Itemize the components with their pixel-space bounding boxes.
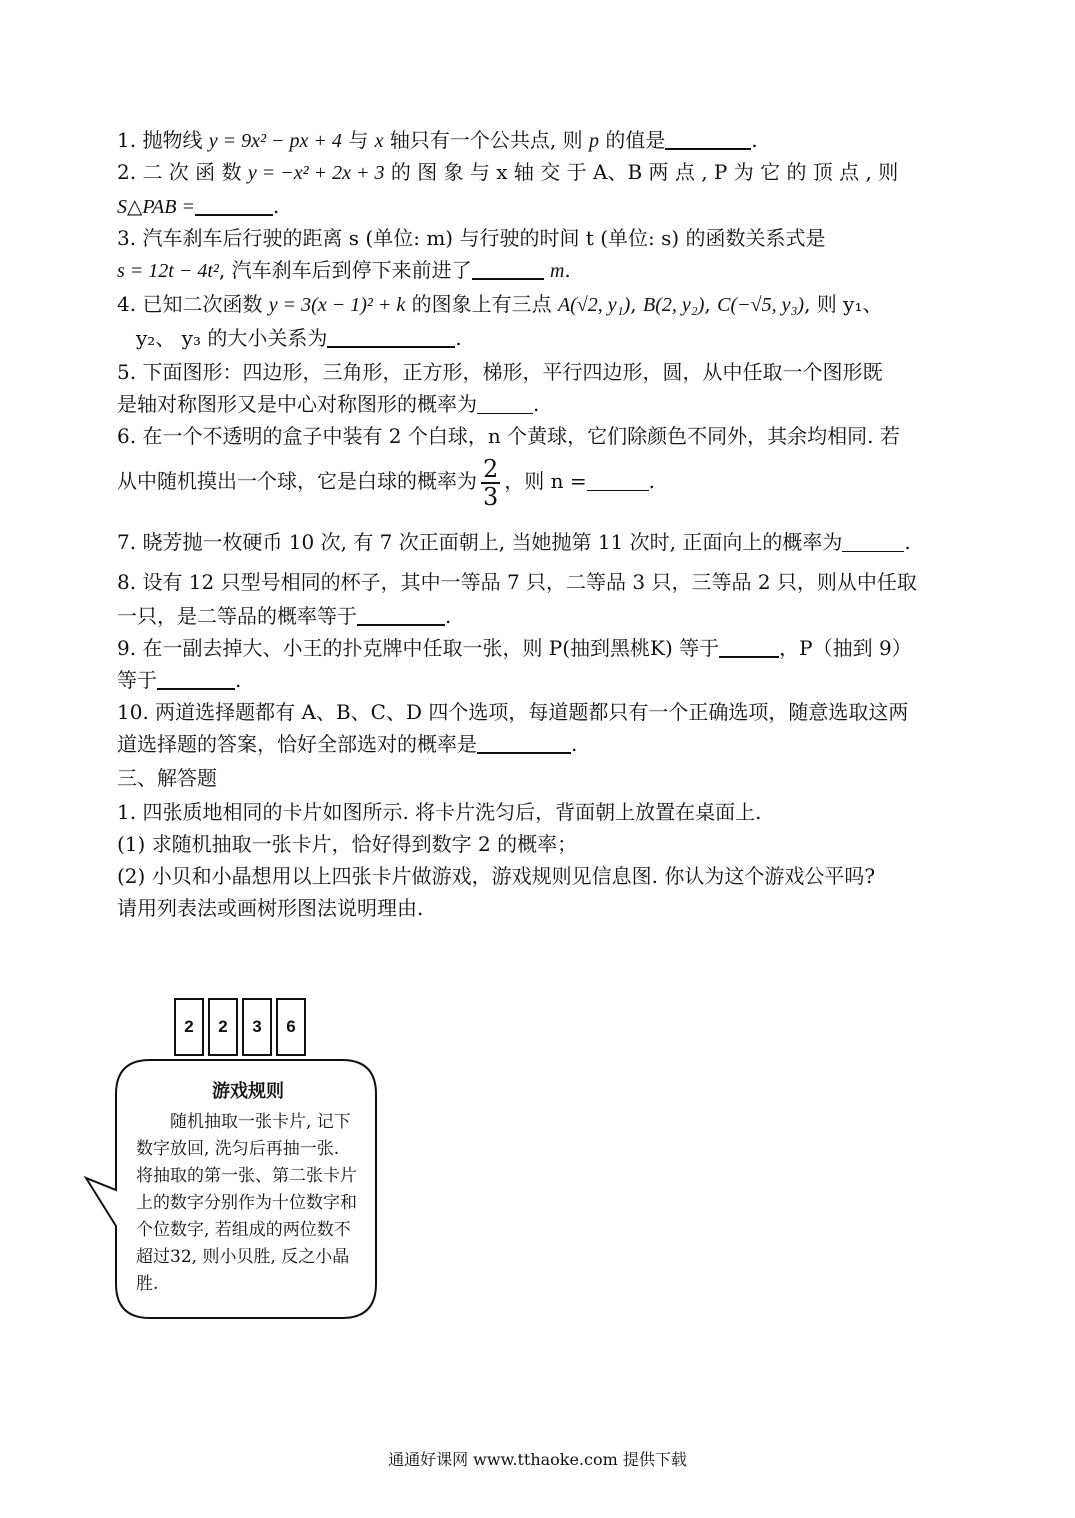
q4-point-a: A(√2, y₁) (557, 294, 631, 316)
problem-1-line1 (117, 796, 957, 828)
question-9-line2 (117, 664, 957, 696)
q1-answer-blank[interactable] (665, 126, 751, 150)
q5-end: . (533, 392, 540, 416)
q3-end: . (564, 258, 571, 282)
q9-line1b: ，P（抽到 9） (779, 636, 912, 660)
q1-equation: y = 9x² − px + 4 (208, 130, 342, 152)
game-rules (136, 1078, 360, 1298)
q9-answer-blank-1[interactable] (719, 634, 779, 658)
q5-line2: 是轴对称图形又是中心对称图形的概率为 (117, 392, 477, 416)
q6-line1: 6. 在一个不透明的盒子中装有 2 个白球，n 个黄球，它们除颜色不同外，其余均相同. 若 (117, 424, 900, 448)
question-5-line2 (117, 388, 957, 420)
q5-line1: 5. 下面图形：四边形，三角形，正方形，梯形，平行四边形，圆，从中任取一个图形既 (117, 360, 883, 384)
q1-mid2: 轴只有一个公共点, 则 (383, 128, 589, 152)
q4-point-b: B(2, y₂) (643, 294, 705, 316)
q8-end: . (445, 604, 452, 628)
question-1 (117, 124, 957, 156)
q6-answer-blank[interactable] (587, 468, 649, 491)
q8-line2: 一只，是二等品的概率等于 (117, 604, 357, 628)
question-6-line2 (117, 446, 957, 516)
question-7 (117, 526, 957, 558)
q5-answer-blank[interactable] (477, 391, 533, 414)
q3-unit: m (549, 260, 565, 282)
q3-mid: , 汽车刹车后到停下来前进了 (218, 258, 472, 282)
question-10 (117, 696, 957, 728)
game-rules-title: 游戏规则 (212, 1081, 284, 1102)
q1-p: p (588, 130, 599, 152)
q3-answer-blank[interactable] (472, 256, 544, 280)
question-4: 4. 已知二次函数 y = 3(x − 1)² + k 的图象上有三点 A(√2, y₁), B(2, y₂), C(−√5, y₃), 则 y₁、 (117, 292, 883, 316)
q1-end: . (751, 128, 758, 152)
question-2 (117, 156, 957, 188)
q10-end: . (571, 732, 578, 756)
q4-answer-blank[interactable] (327, 324, 455, 348)
q6-fraction-num: 2 (483, 454, 499, 483)
question-4-line2 (136, 322, 976, 354)
problem-1-text1: 1. 四张质地相同的卡片如图所示. 将卡片洗匀后，背面朝上放置在桌面上. (117, 800, 762, 824)
q6-end: . (648, 469, 655, 493)
question-3-line2 (117, 254, 957, 286)
question-10-line2 (117, 728, 957, 760)
q4-prefix: 4. 已知二次函数 (117, 292, 269, 316)
q4-post: , 则 y₁、 (804, 292, 883, 316)
q4-equation: y = 3(x − 1)² + k (268, 294, 406, 316)
q8-answer-blank[interactable] (357, 602, 445, 626)
q2-prefix: 2. 二 次 函 数 (117, 160, 242, 184)
q4-point-c: C(−√5, y₃) (717, 294, 805, 316)
problem-1-line4 (117, 892, 957, 924)
question-8 (117, 566, 957, 598)
problem-1-line3 (117, 860, 957, 892)
q2-post: 的 图 象 与 x 轴 交 于 A、B 两 点 , P 为 它 的 顶 点 , 则 (390, 160, 899, 184)
q7-end: . (904, 530, 911, 554)
card: 3 (242, 998, 272, 1056)
card: 6 (276, 998, 306, 1056)
section-title: 三、解答题 (117, 766, 217, 790)
q4-line2: y₂、 y₃ 的大小关系为 (136, 326, 328, 350)
question-3 (117, 222, 957, 254)
q10-answer-blank[interactable] (477, 730, 571, 754)
q6-line2b: ，则 n = (504, 469, 587, 493)
q6-fraction (481, 456, 500, 510)
q2-equation: y = −x² + 2x + 3 (247, 162, 385, 184)
q9-answer-blank-2[interactable] (157, 666, 235, 690)
q6-fraction-den: 3 (483, 482, 499, 511)
problem-1-text2: (1) 求随机抽取一张卡片，恰好得到数字 2 的概率； (117, 832, 578, 856)
problem-1-line2 (117, 828, 957, 860)
question-9 (117, 632, 957, 664)
question-8-line2 (117, 600, 957, 632)
problem-1-text4: 请用列表法或画树形图法说明理由. (117, 896, 424, 920)
q9-line1a: 9. 在一副去掉大、小王的扑克牌中任取一张，则 P(抽到黑桃K) 等于 (117, 636, 720, 660)
card: 2 (174, 998, 204, 1056)
q10-line2: 道选择题的答案，恰好全部选对的概率是 (117, 732, 477, 756)
q7-text: 7. 晓芳抛一枚硬币 10 次, 有 7 次正面朝上, 当她抛第 11 次时, 正面向上的概率为 (117, 530, 843, 554)
q8-line1: 8. 设有 12 只型号相同的杯子，其中一等品 7 只，二等品 3 只，三等品 2 只，则从中任取 (117, 570, 917, 594)
game-rules-text: 随机抽取一张卡片, 记下数字放回, 洗匀后再抽一张. 将抽取的第一张、第二张卡片上的数字分别作为十位数字和个位数字, 若组成的两位数不超过32, 则小贝胜, 反之小晶胜. (136, 1112, 357, 1294)
q1-post: 的值是 (598, 128, 666, 152)
problem-1-text3: (2) 小贝和小晶想用以上四张卡片做游戏，游戏规则见信息图. 你认为这个游戏公平吗? (117, 864, 876, 888)
q1-mid: 与 (341, 128, 375, 152)
q9-line2: 等于 (117, 668, 157, 692)
q6-line2: 从中随机摸出一个球，它是白球的概率为 (117, 469, 477, 493)
q9-end: . (235, 668, 242, 692)
q7-answer-blank[interactable] (842, 529, 904, 552)
question-5 (117, 356, 957, 388)
question-2-line2 (117, 190, 957, 222)
q1-prefix: 1. 抛物线 (117, 128, 209, 152)
q4-mid: 的图象上有三点 (405, 292, 558, 316)
page-footer: 通通好课网 www.tthaoke.com 提供下载 (388, 1450, 687, 1469)
q4-end: . (455, 326, 462, 350)
card: 2 (208, 998, 238, 1056)
q10-line1: 10. 两道选择题都有 A、B、C、D 四个选项，每道题都只有一个正确选项，随意选取这两 (117, 700, 909, 724)
q3-line1: 3. 汽车刹车后行驶的距离 s (单位: m) 与行驶的时间 t (单位: s) 的函数关系式是 (117, 226, 826, 250)
q2-answer-blank[interactable] (195, 192, 273, 216)
card-row (174, 998, 306, 1056)
q1-x: x (374, 130, 384, 152)
q3-equation: s = 12t − 4t² (117, 260, 219, 282)
q2-area: S△PAB = (117, 196, 195, 218)
q2-end: . (272, 194, 280, 218)
section-heading (117, 762, 957, 794)
